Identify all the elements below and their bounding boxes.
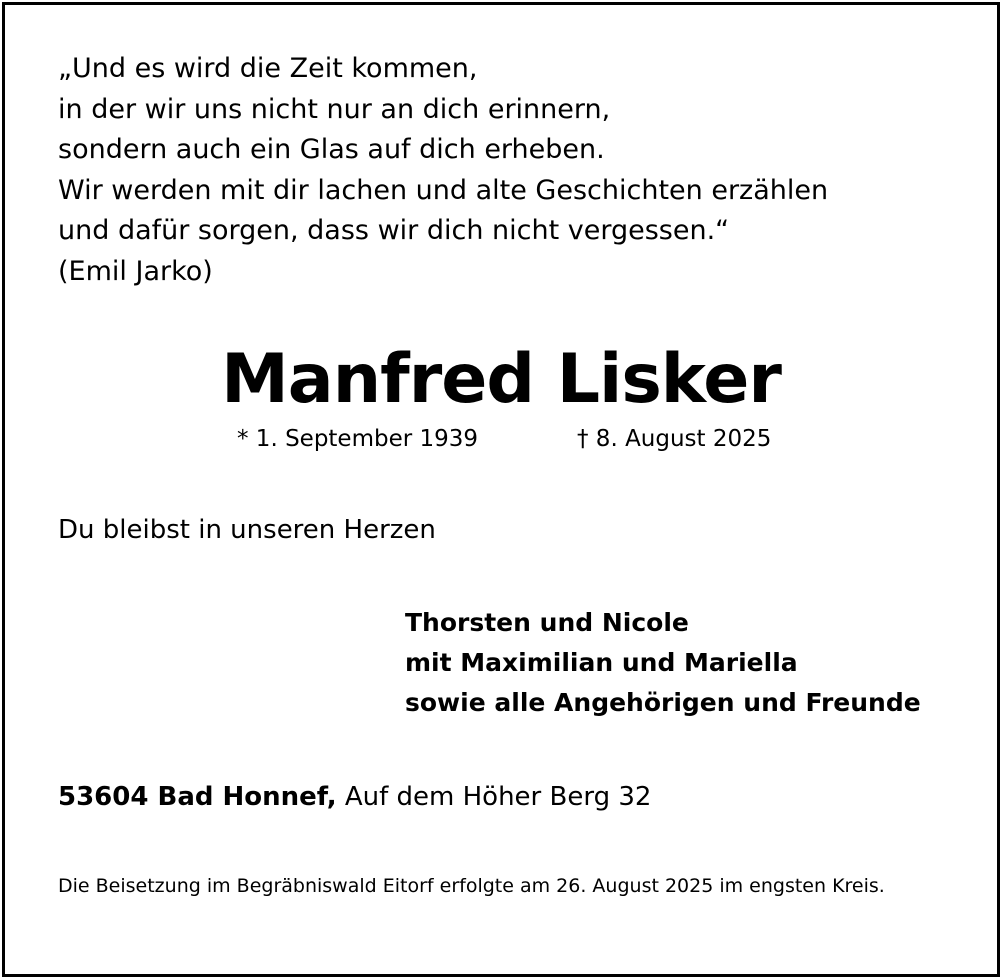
burial-note: Die Beisetzung im Begräbniswald Eitorf erfolgte am 26. August 2025 im engsten Kreis. (58, 875, 885, 897)
mourners-list (405, 603, 921, 723)
address-city: 53604 Bad Honnef, (58, 782, 337, 812)
quote-line: in der wir uns nicht nur an dich erinnern, (58, 93, 611, 125)
quote-line: und dafür sorgen, dass wir dich nicht vergessen.“ (58, 215, 730, 247)
quote-author: (Emil Jarko) (58, 255, 213, 287)
birth-date: * 1. September 1939 (237, 426, 479, 452)
mourner-line: sowie alle Angehörigen und Freunde (405, 688, 921, 717)
memorial-quote (58, 49, 828, 293)
obituary-notice (2, 2, 1000, 977)
mourning-address (58, 779, 651, 815)
farewell-message: Du bleibst in unseren Herzen (58, 515, 436, 545)
address-street: Auf dem Höher Berg 32 (344, 782, 652, 812)
mourner-line: Thorsten und Nicole (405, 608, 689, 637)
quote-line: „Und es wird die Zeit kommen, (58, 53, 478, 84)
quote-line: Wir werden mit dir lachen und alte Geschichten erzählen (58, 174, 829, 206)
death-date: † 8. August 2025 (577, 426, 772, 452)
deceased-name: Manfred Lisker (221, 340, 781, 419)
mourner-line: mit Maximilian und Mariella (405, 648, 798, 677)
quote-line: sondern auch ein Glas auf dich erheben. (58, 134, 605, 166)
